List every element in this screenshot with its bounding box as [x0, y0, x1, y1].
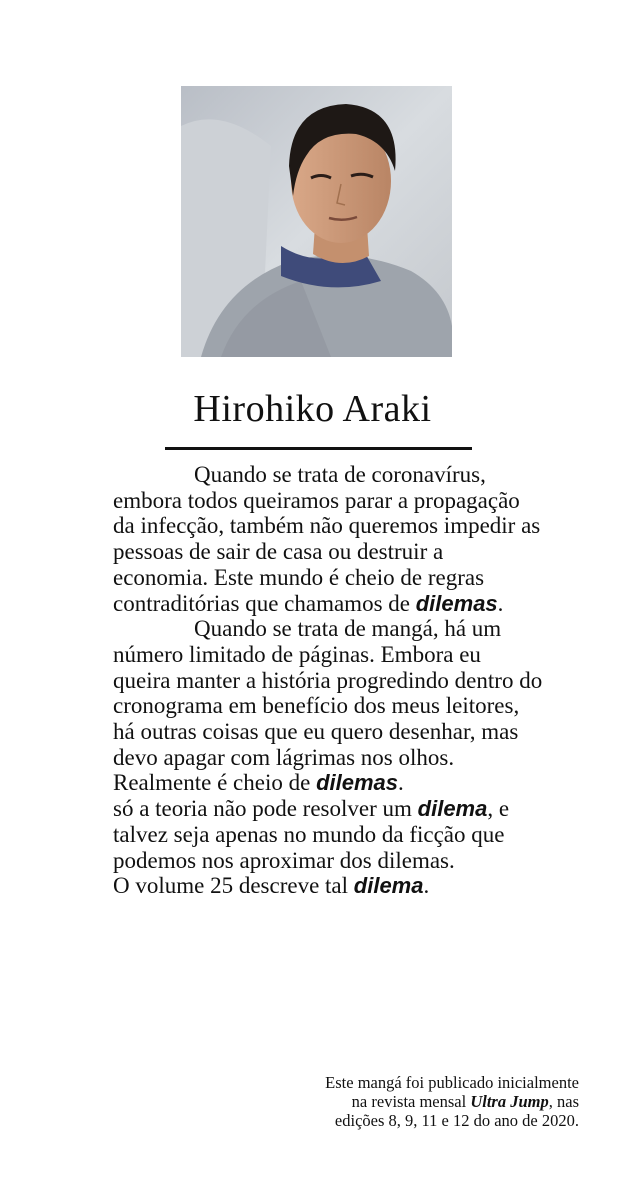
note-paragraph-1-text-a: Quando se trata de coronavírus, embora todos queiramos parar a propagação da infecção, também não queremos impedir as pessoas de sair de casa ou destruir a economia. Este mundo é cheio de regras contraditórias que chamamos de	[113, 462, 541, 616]
note-paragraph-4	[113, 873, 543, 899]
author-note	[113, 462, 543, 899]
magazine-name: Ultra Jump	[470, 1092, 549, 1111]
credits-line-3: edições 8, 9, 11 e 12 do ano de 2020.	[334, 1111, 579, 1130]
emphasis-dilema-4: dilema	[353, 873, 424, 899]
author-photo	[181, 86, 452, 357]
note-paragraph-1-text-b: .	[497, 590, 504, 616]
note-paragraph-3	[113, 796, 543, 873]
author-name: Hirohiko Araki	[193, 388, 432, 430]
credits-line-2-pre: na revista mensal	[351, 1092, 471, 1111]
note-paragraph-3-text-a: só a teoria não pode resolver um	[113, 796, 418, 822]
publication-credits	[239, 1073, 579, 1130]
note-paragraph-3-text-b: , e talvez seja apenas no mundo da ficção que podemos nos aproximar dos dilemas.	[113, 796, 510, 873]
note-paragraph-4-text-a: O volume 25 descreve tal	[113, 873, 354, 899]
credits-line-2	[239, 1092, 579, 1111]
credits-line-1: Este mangá foi publicado inicialmente	[325, 1073, 579, 1092]
note-paragraph-2-text-a: Quando se trata de mangá, há um número limitado de páginas. Embora eu queira manter a história progredindo dentro do cronograma em benefício dos meus leitores, há outras coisas que eu quero desenhar, mas devo apagar com lágrimas nos olhos. Realmente é cheio de	[113, 616, 543, 796]
emphasis-dilema-3: dilema	[417, 796, 488, 822]
note-paragraph-1	[113, 462, 543, 616]
title-divider	[165, 447, 472, 450]
emphasis-dilemas-1: dilemas	[415, 590, 498, 616]
note-paragraph-2	[113, 616, 543, 796]
emphasis-dilemas-2: dilemas	[316, 770, 399, 796]
note-paragraph-4-text-b: .	[423, 873, 430, 899]
credits-line-2-post: , nas	[548, 1092, 579, 1111]
note-paragraph-2-text-b: .	[398, 770, 404, 796]
